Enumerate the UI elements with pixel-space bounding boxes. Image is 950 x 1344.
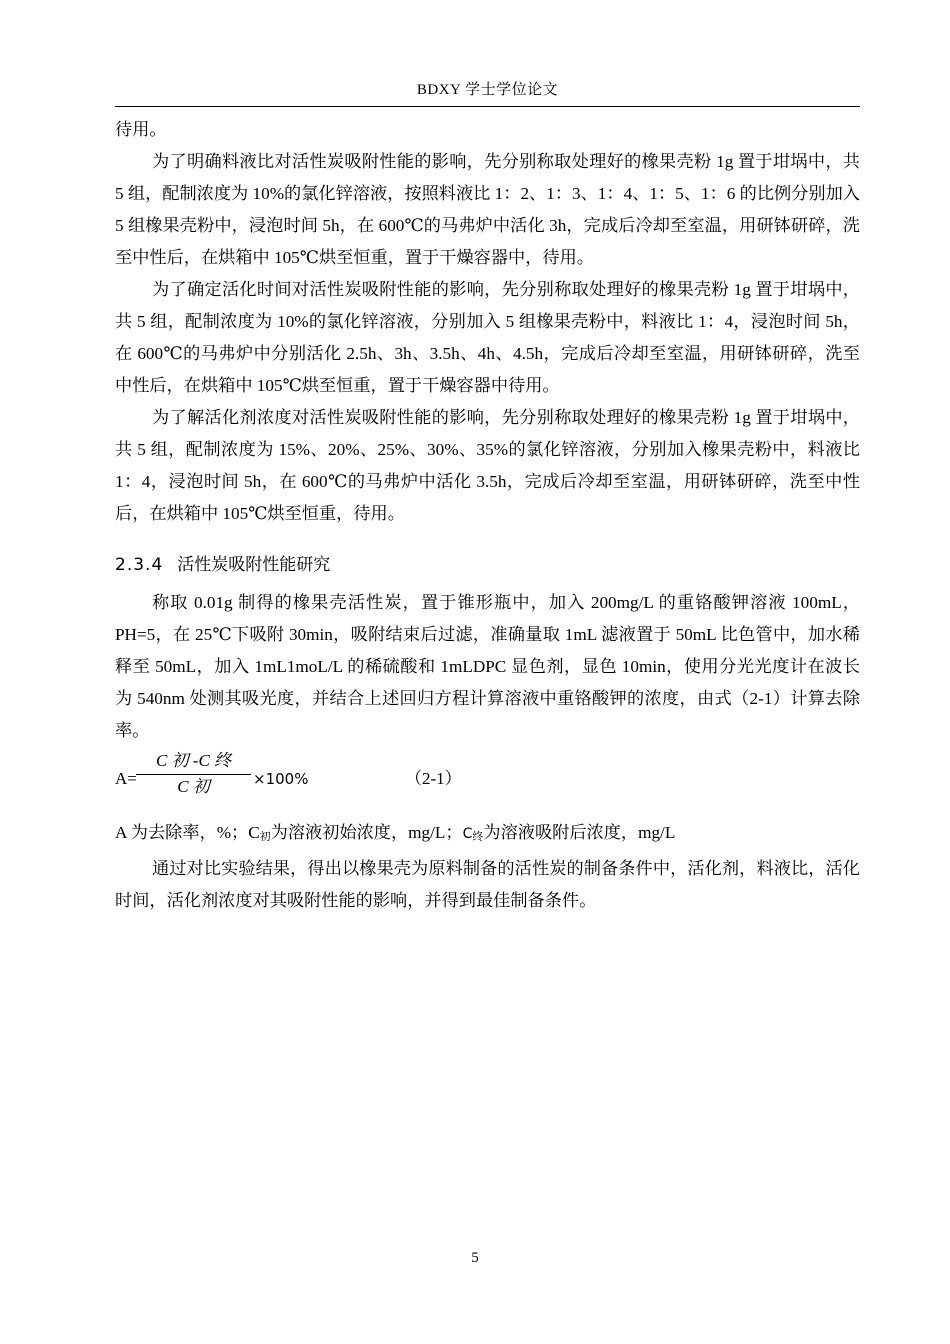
paragraph-conclusion: 通过对比实验结果，得出以橡果壳为原料制备的活性炭的制备条件中，活化剂，料液比，活化时间，活化剂浓度对其吸附性能的影响，并得到最佳制备条件。	[115, 859, 860, 910]
page-number: 5	[471, 1250, 479, 1266]
paragraph-continuation: 待用。	[115, 120, 167, 139]
definition-text-mid: 为溶液初始浓度，mg/L；	[270, 823, 463, 842]
definition-text-a: A 为去除率，%；C	[115, 823, 260, 842]
formula-denominator: C 初	[177, 777, 210, 796]
section-title: 活性炭吸附性能研究	[177, 555, 331, 575]
formula-lhs: A=	[115, 769, 137, 788]
paragraph-liquid-ratio: 为了明确料液比对活性炭吸附性能的影响，先分别称取处理好的橡果壳粉 1g 置于坩埚中，共 5 组，配制浓度为 10%的氯化锌溶液，按照料液比 1：2、1：3、1：4、1：5、1：6 的比例分别加入 5 组橡果壳粉中，浸泡时间 5h，在 600℃的马弗炉中活化 3h，完成后冷却至室温，用研钵研碎，洗至中性后，在烘箱中 105℃烘至恒重，置于干燥容器中，待用。	[115, 152, 860, 267]
variable-definition	[115, 817, 860, 853]
document-body	[115, 114, 860, 917]
section-heading	[115, 549, 860, 581]
paragraph-activator-concentration: 为了解活化剂浓度对活性炭吸附性能的影响，先分别称取处理好的橡果壳粉 1g 置于坩埚中，共 5 组，配制浓度为 15%、20%、25%、30%、35%的氯化锌溶液，分别加入橡果壳粉中，料液比 1：4，浸泡时间 5h，在 600℃的马弗炉中活化 3.5h，完成后冷却至室温，用研钵研碎，洗至中性后，在烘箱中 105℃烘至恒重，待用。	[115, 408, 860, 523]
subscript-final: 终	[472, 830, 484, 843]
formula-multiplier: ×100%	[253, 770, 309, 788]
paragraph-activation-time: 为了确定活化时间对活性炭吸附性能的影响，先分别称取处理好的橡果壳粉 1g 置于坩埚中，共 5 组，配制浓度为 10%的氯化锌溶液，分别加入 5 组橡果壳粉中，料液比 1：4，浸泡时间 5h，在 600℃的马弗炉中分别活化 2.5h、3h、3.5h、4h、4.5h，完成后冷却至室温，用研钵研碎，洗至中性后，在烘箱中 105℃烘至恒重，置于干燥容器中待用。	[115, 280, 860, 395]
equation-number: （2-1）	[405, 769, 462, 788]
formula-fraction	[136, 749, 251, 799]
section-number: 2.3.4	[115, 555, 164, 575]
paragraph-adsorption-method: 称取 0.01g 制得的橡果壳活性炭，置于锥形瓶中，加入 200mg/L 的重铬酸钾溶液 100mL，PH=5，在 25℃下吸附 30min，吸附结束后过滤，准确量取 1mL 滤液置于 50mL 比色管中，加水稀释至 50mL，加入 1mL1moL/L 的稀硫酸和 1mLDPC 显色剂，显色 10min，使用分光光度计在波长为 540nm 处测其吸光度，并结合上述回归方程计算溶液中重铬酸钾的浓度，由式（2-1）计算去除率。	[115, 593, 860, 740]
header-divider	[115, 106, 860, 107]
removal-rate-formula	[115, 749, 860, 807]
definition-text-end: 为溶液吸附后浓度，mg/L	[483, 823, 676, 842]
formula-numerator: C 初 -C 终	[155, 751, 232, 770]
subscript-initial: 初	[259, 830, 271, 843]
page-header-title: BDXY 学士学位论文	[416, 82, 559, 98]
definition-c-final: C	[462, 826, 473, 842]
